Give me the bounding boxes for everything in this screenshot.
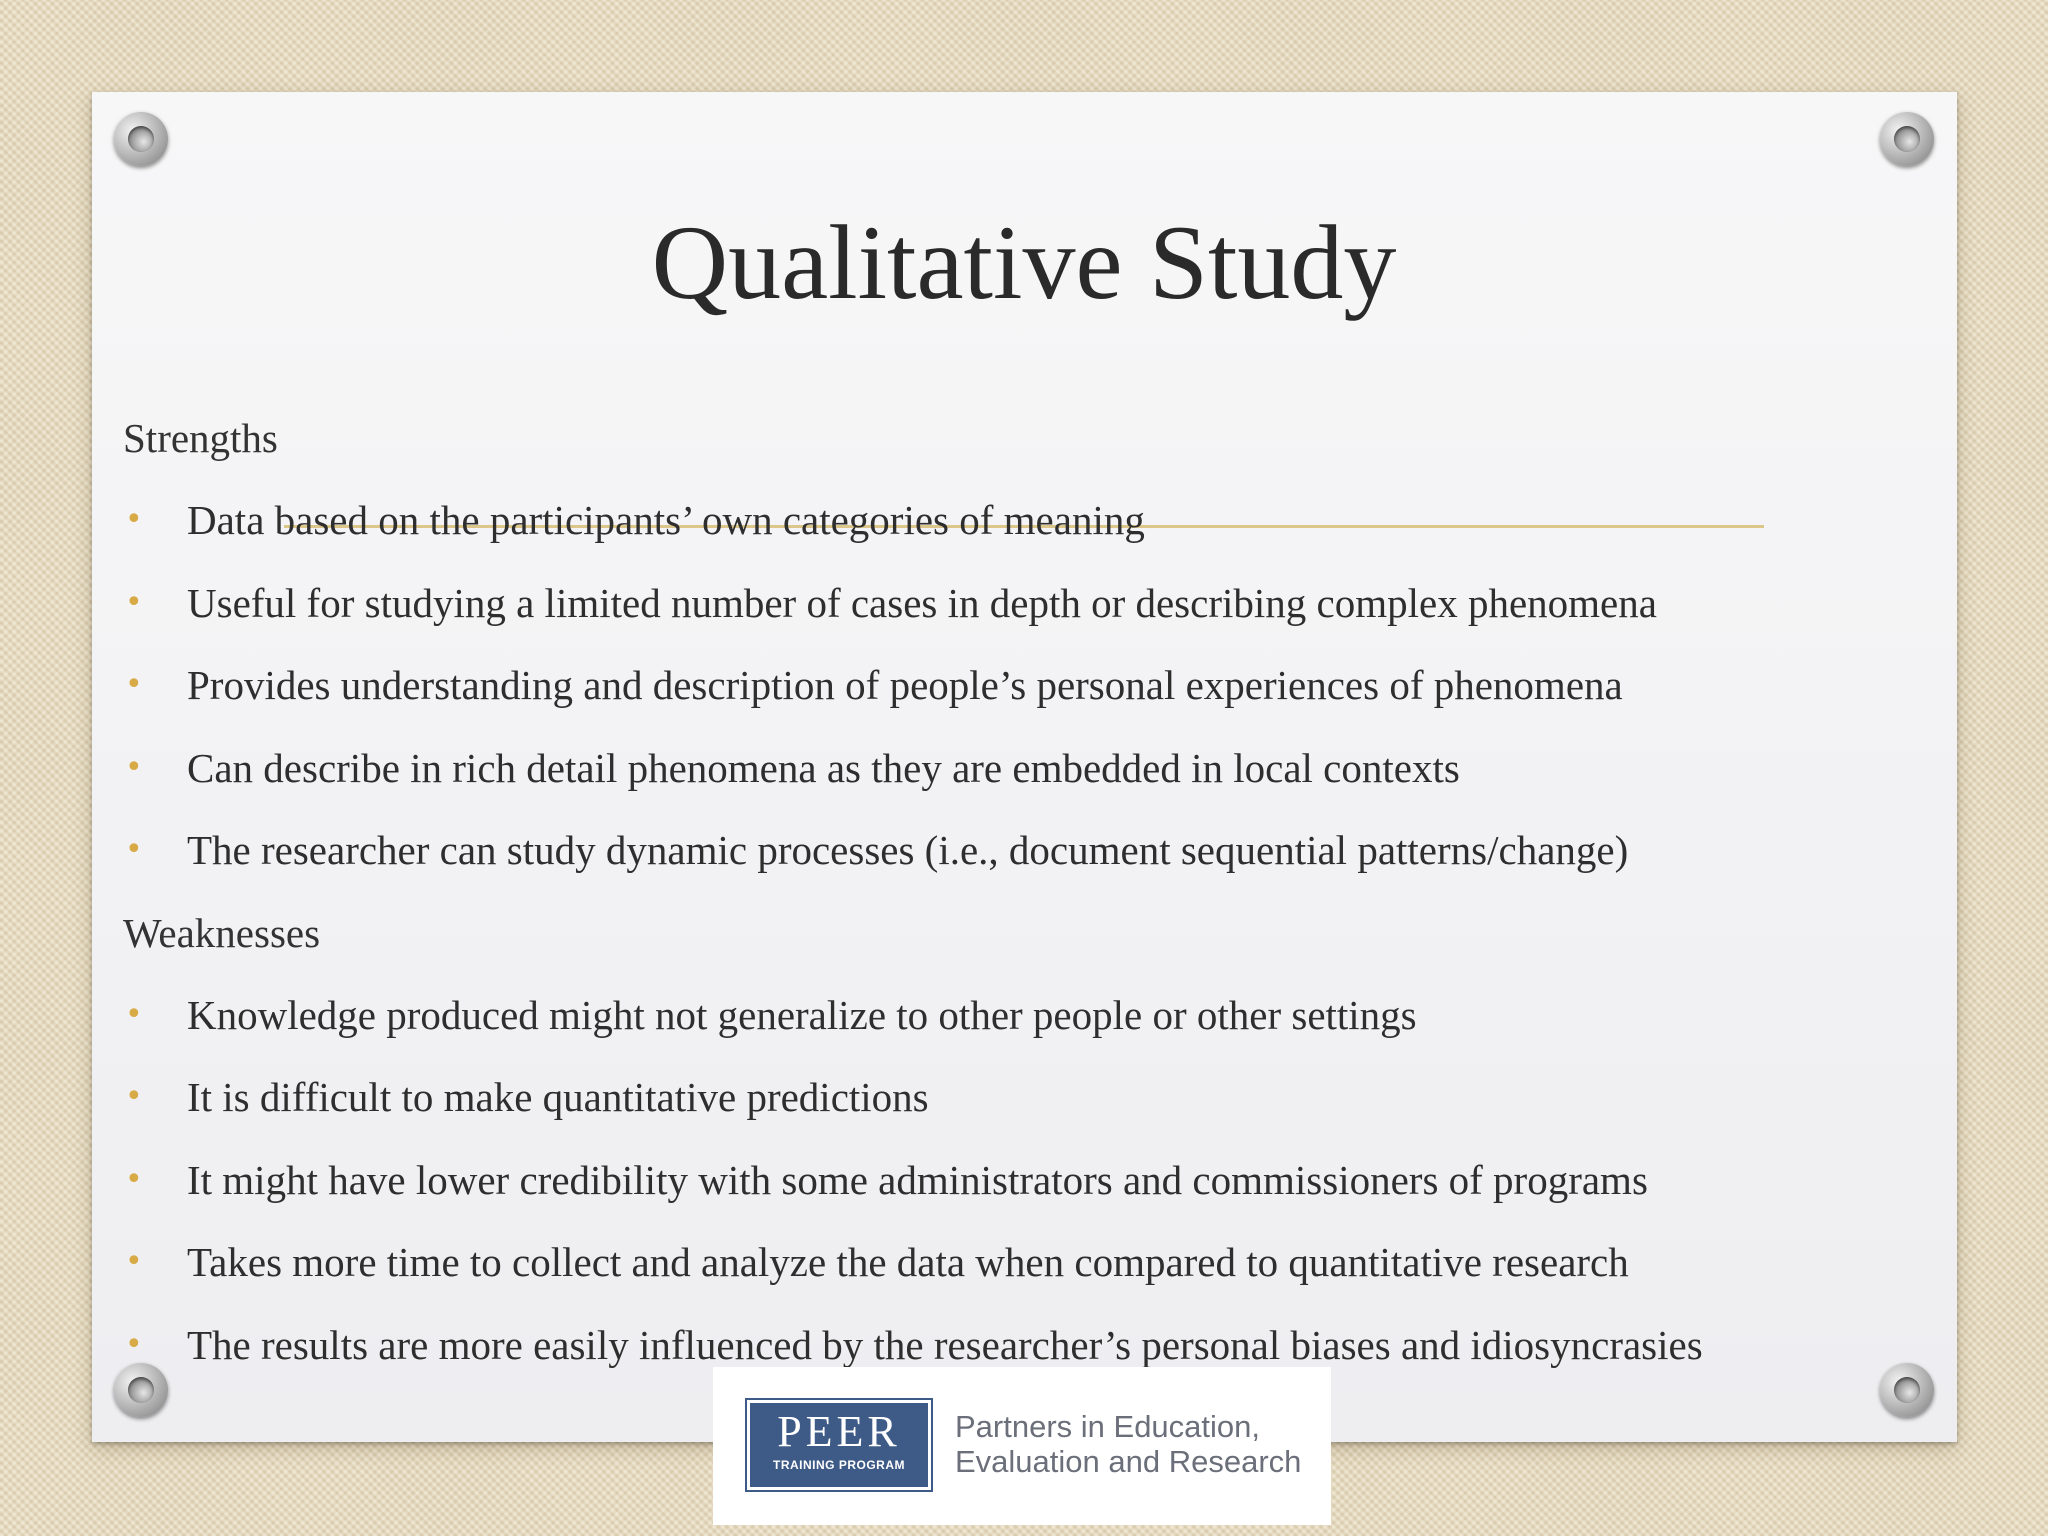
strength-text: Provides understanding and description of people’s personal experiences of phenomena xyxy=(187,662,1623,708)
list-item xyxy=(123,1067,1823,1150)
bullet-icon: • xyxy=(125,1161,143,1197)
weakness-text: Knowledge produced might not generalize to other people or other settings xyxy=(187,991,1417,1038)
org-name-line: Evaluation and Research xyxy=(955,1444,1302,1479)
weaknesses-heading: Weaknesses xyxy=(123,909,321,956)
bullet-icon: • xyxy=(125,996,143,1032)
weakness-text: It is difficult to make quantitative predictions xyxy=(187,1074,929,1120)
list-item xyxy=(123,738,1823,821)
grommet-icon xyxy=(114,112,168,166)
bullet-icon: • xyxy=(125,1079,143,1114)
weakness-text: Takes more time to collect and analyze the data when compared to quantitative research xyxy=(187,1239,1629,1285)
peer-badge xyxy=(747,1400,931,1490)
list-item xyxy=(123,820,1823,903)
strength-text: The researcher can study dynamic processes (i.e., document sequential patterns/change) xyxy=(187,827,1629,873)
strength-text: Data based on the participants’ own categories of meaning xyxy=(187,497,1145,543)
bullet-icon: • xyxy=(125,502,143,537)
bullet-icon: • xyxy=(125,832,143,867)
org-name xyxy=(955,1409,1315,1479)
slide-title: Qualitative Study xyxy=(651,204,1397,321)
list-item xyxy=(123,1232,1823,1315)
strength-text: Useful for studying a limited number of cases in depth or describing complex phenomena xyxy=(187,579,1657,626)
grommet-icon xyxy=(1880,1363,1934,1417)
bullet-icon: • xyxy=(125,584,143,620)
bullet-icon: • xyxy=(125,1244,143,1279)
list-item xyxy=(123,490,1823,573)
badge-word: PEER xyxy=(777,1407,901,1456)
bullet-icon: • xyxy=(125,749,143,785)
weakness-text: It might have lower credibility with some administrators and commissioners of programs xyxy=(187,1156,1648,1203)
slide-body xyxy=(123,408,1823,1397)
strength-text: Can describe in rich detail phenomena as they are embedded in local contexts xyxy=(187,744,1460,791)
bullet-icon: • xyxy=(125,667,143,702)
weakness-text: The results are more easily influenced by the researcher’s personal biases and idiosyncrasies xyxy=(187,1321,1703,1368)
list-item xyxy=(123,573,1823,656)
peer-logo xyxy=(713,1367,1331,1525)
bullet-icon: • xyxy=(125,1326,143,1362)
grommet-icon xyxy=(1880,112,1934,166)
list-item xyxy=(123,985,1823,1068)
strengths-heading: Strengths xyxy=(123,415,278,461)
list-item xyxy=(123,655,1823,738)
list-item xyxy=(123,1150,1823,1233)
org-name-line: Partners in Education, xyxy=(955,1409,1261,1444)
badge-subtitle: TRAINING PROGRAM xyxy=(773,1458,905,1472)
